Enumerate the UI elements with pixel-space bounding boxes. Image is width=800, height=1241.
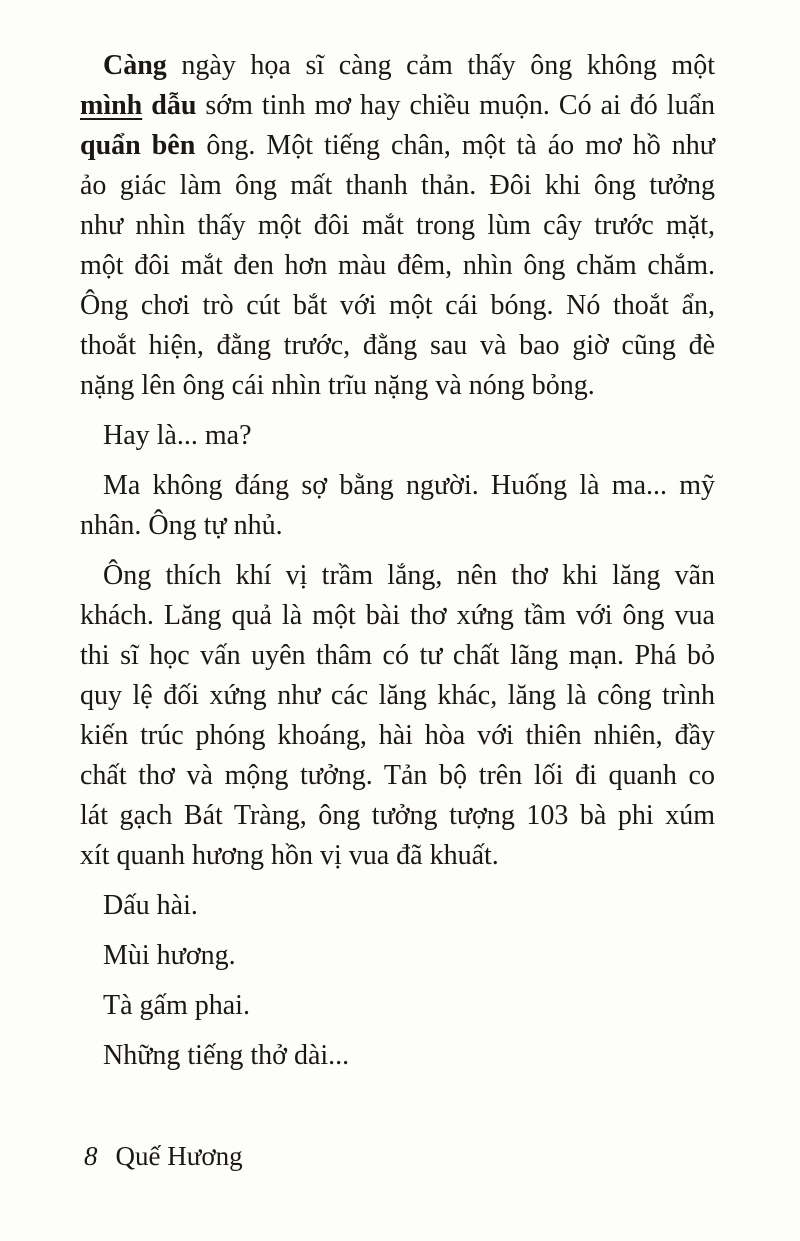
text-segment: chất thơ và mộng tưởng. Tản bộ trên lối đi quanh co (80, 760, 715, 791)
text-line (80, 46, 715, 86)
text-segment: ông. Một tiếng chân, một tà áo mơ hồ như (195, 130, 715, 161)
text-line (80, 206, 715, 246)
text-segment: Hay là... ma? (103, 420, 252, 451)
text-segment: một đôi mắt đen hơn màu đêm, nhìn ông chăm chắm. (80, 250, 715, 281)
text-segment: thi sĩ học vấn uyên thâm có tư chất lãng mạn. Phá bỏ (80, 640, 715, 671)
text-segment: khách. Lăng quả là một bài thơ xứng tầm với ông vua (80, 600, 715, 631)
text-segment: Mùi hương. (103, 940, 236, 971)
text-line (80, 716, 715, 756)
text-line (80, 286, 715, 326)
text-line (80, 836, 715, 876)
paragraph (80, 466, 715, 546)
text-segment: quy lệ đối xứng như các lăng khác, lăng là công trình (80, 680, 715, 711)
emphasized-text: Càng (103, 50, 167, 81)
text-line (80, 756, 715, 796)
text-segment: Tà gấm phai. (103, 990, 250, 1021)
paragraph (80, 416, 715, 456)
paragraph (80, 936, 715, 976)
text-segment: kiến trúc phóng khoáng, hài hòa với thiên nhiên, đầy (80, 720, 715, 751)
text-line (80, 796, 715, 836)
text-segment: Những tiếng thở dài... (103, 1040, 350, 1071)
page-number: 8 (84, 1141, 98, 1171)
text-line (80, 466, 715, 506)
emphasized-text: quẩn bên (80, 130, 196, 161)
paragraph (80, 1036, 715, 1076)
emphasized-text: dẫu (142, 90, 197, 121)
text-line (80, 986, 715, 1026)
paragraph (80, 886, 715, 926)
text-segment: Ông thích khí vị trầm lắng, nên thơ khi lăng vãn (103, 560, 715, 591)
text-block (80, 46, 715, 1086)
text-segment: ngày họa sĩ càng cảm thấy ông không một (166, 50, 715, 81)
page-footer (84, 1140, 243, 1172)
text-line (80, 1036, 715, 1076)
paragraph (80, 556, 715, 876)
emphasized-text: mình (80, 90, 143, 121)
text-segment: thoắt hiện, đằng trước, đằng sau và bao giờ cũng đè (80, 330, 715, 361)
text-segment: lát gạch Bát Tràng, ông tưởng tượng 103 bà phi xúm (80, 800, 715, 831)
text-segment: xít quanh hương hồn vị vua đã khuất. (80, 840, 499, 871)
text-line (80, 126, 715, 166)
text-line (80, 596, 715, 636)
text-segment: ảo giác làm ông mất thanh thản. Đôi khi ông tưởng (80, 170, 715, 201)
text-segment: Dấu hài. (103, 890, 198, 921)
text-segment: Ma không đáng sợ bằng người. Huống là ma... mỹ (103, 470, 715, 501)
text-segment: như nhìn thấy một đôi mắt trong lùm cây trước mặt, (80, 210, 715, 241)
text-line (80, 886, 715, 926)
text-segment: nặng lên ông cái nhìn trĩu nặng và nóng bỏng. (80, 370, 595, 401)
text-line (80, 86, 715, 126)
author-name: Quế Hương (115, 1141, 243, 1171)
text-segment: sớm tinh mơ hay chiều muộn. Có ai đó luẩn (196, 90, 715, 121)
paragraph (80, 986, 715, 1026)
text-line (80, 326, 715, 366)
text-line (80, 636, 715, 676)
text-line (80, 506, 715, 546)
text-line (80, 936, 715, 976)
paragraph (80, 46, 715, 406)
text-segment: nhân. Ông tự nhủ. (80, 510, 283, 541)
text-line (80, 366, 715, 406)
text-line (80, 166, 715, 206)
text-line (80, 556, 715, 596)
text-segment: Ông chơi trò cút bắt với một cái bóng. Nó thoắt ẩn, (80, 290, 715, 321)
text-line (80, 676, 715, 716)
text-line (80, 416, 715, 456)
text-line (80, 246, 715, 286)
